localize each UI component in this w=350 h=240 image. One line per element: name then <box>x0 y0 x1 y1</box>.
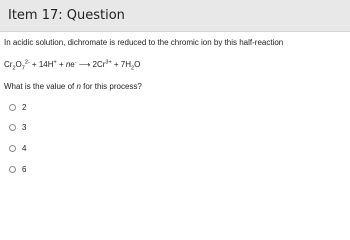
answer-option[interactable] <box>9 122 26 132</box>
radio-button[interactable] <box>9 145 16 152</box>
reaction-arrow-icon: ⟶ <box>76 60 93 69</box>
eq-sub: 7 <box>21 65 25 72</box>
radio-button[interactable] <box>9 124 16 131</box>
eq-term: + <box>56 60 66 69</box>
eq-e: e <box>70 60 75 69</box>
question-header <box>0 0 350 32</box>
question-title: Item 17: Question <box>8 8 125 23</box>
prompt-before: What is the value of <box>4 82 77 91</box>
option-label: 4 <box>22 143 27 153</box>
answer-option[interactable] <box>9 102 26 112</box>
question-prompt <box>4 82 142 91</box>
eq-term: + 14H <box>29 60 54 69</box>
eq-charge: - <box>74 59 77 66</box>
eq-sub: 2 <box>12 65 16 72</box>
eq-o: O <box>134 60 141 69</box>
eq-charge: + <box>53 59 57 66</box>
prompt-var: n <box>76 82 81 91</box>
eq-o: O <box>15 60 22 69</box>
option-label: 6 <box>22 164 27 174</box>
eq-sub: 2 <box>131 65 135 72</box>
eq-charge: 3+ <box>105 59 112 66</box>
option-label: 3 <box>22 122 27 132</box>
answer-option[interactable] <box>9 143 26 153</box>
half-reaction-equation <box>4 59 141 72</box>
eq-n: n <box>65 60 71 69</box>
eq-charge: 2- <box>24 59 30 66</box>
prompt-after: for this process? <box>80 82 142 91</box>
radio-button[interactable] <box>9 166 16 173</box>
option-label: 2 <box>22 102 27 112</box>
eq-term: + 7H <box>111 60 132 69</box>
eq-term: 2Cr <box>92 60 106 69</box>
eq-cr: Cr <box>4 60 13 69</box>
answer-option[interactable] <box>9 164 26 174</box>
radio-button[interactable] <box>9 104 16 111</box>
question-text: In acidic solution, dichromate is reduced to the chromic ion by this half-reaction <box>4 38 284 47</box>
